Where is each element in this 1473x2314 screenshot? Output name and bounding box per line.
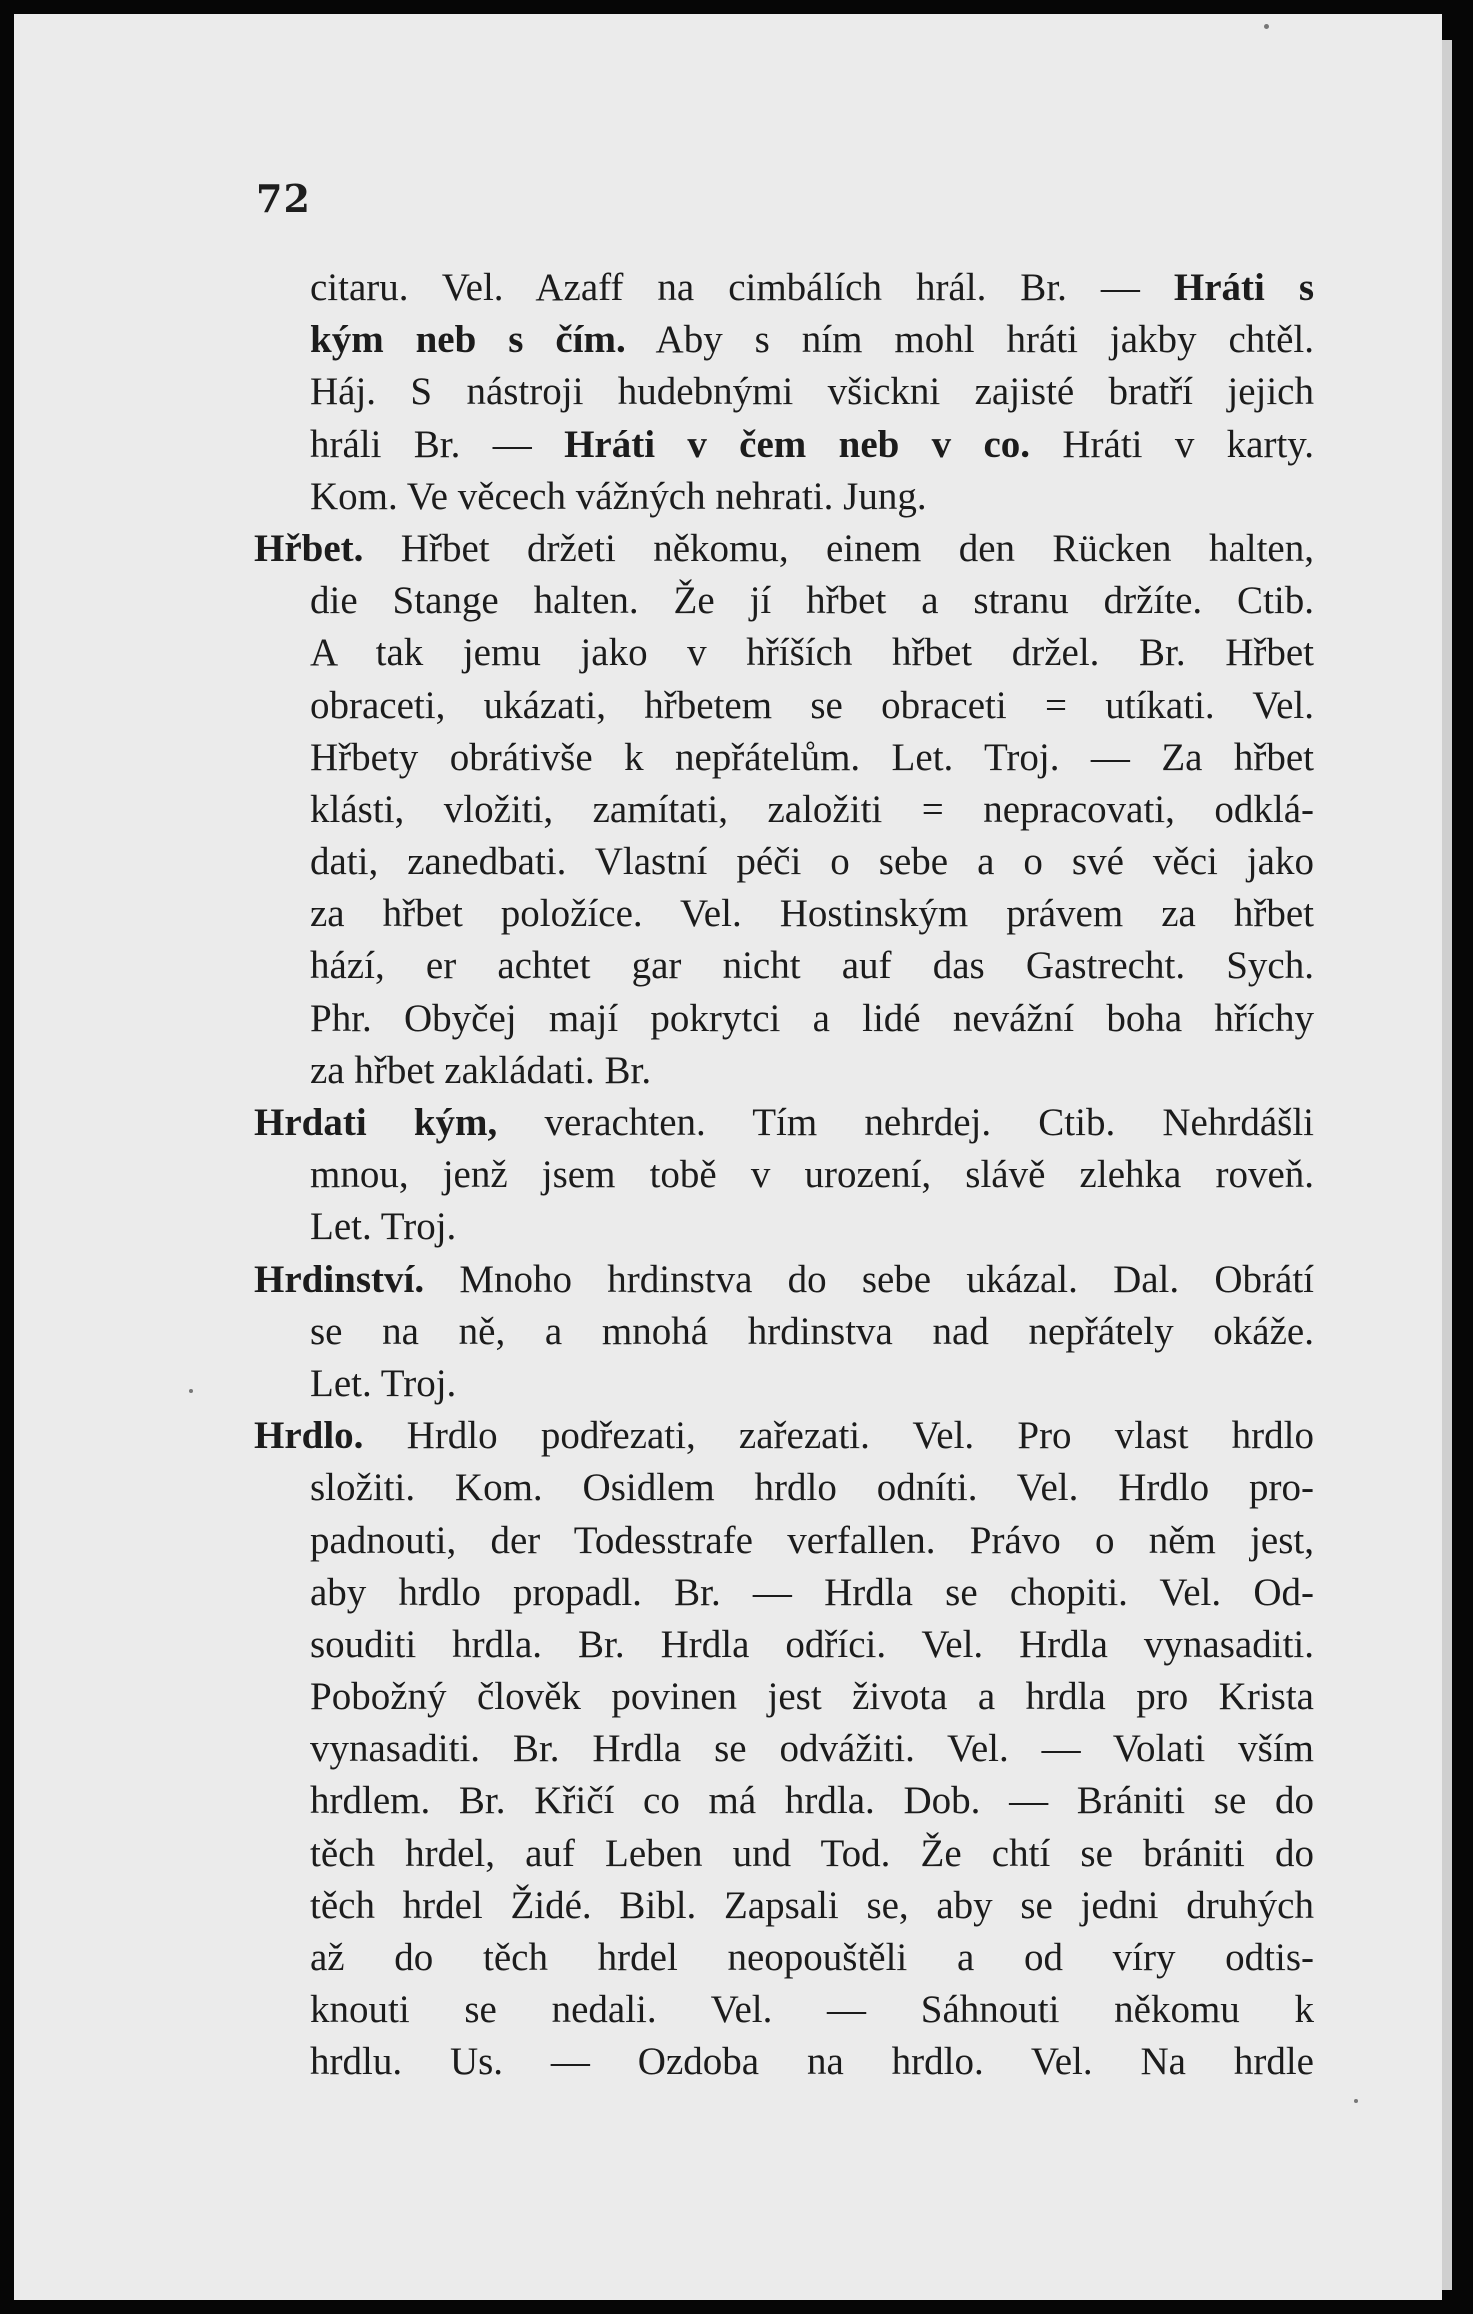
paper-speck (1264, 24, 1269, 29)
text-line (310, 1462, 1314, 1514)
text-run: verachten. Tím nehrdej. Ctib. Nehrdášli (497, 1101, 1314, 1144)
headword: Hráti s (1173, 266, 1314, 309)
text-run: aby hrdlo propadl. Br. — Hrdla se chopiti. Vel. Od- (310, 1570, 1314, 1614)
text-run: Let. Troj. (310, 1205, 457, 1249)
text-run: těch hrdel, auf Leben und Tod. Že chtí se brániti do (310, 1831, 1314, 1875)
text-line (310, 784, 1314, 836)
text-line (310, 1515, 1314, 1567)
text-run: souditi hrdla. Br. Hrdla odříci. Vel. Hrdla vynasaditi. (310, 1622, 1314, 1666)
text-line (310, 732, 1314, 784)
text-run: až do těch hrdel neopouštěli a od víry odtis- (310, 1936, 1314, 1979)
text-run: klásti, vložiti, zamítati, založiti = nepracovati, odklá- (310, 787, 1314, 831)
headword: Hráti v čem neb v co. (564, 422, 1031, 466)
page-number: 72 (256, 176, 311, 221)
text-run: padnouti, der Todesstrafe verfallen. Právo o něm jest, (310, 1518, 1314, 1562)
page-edge (1442, 40, 1452, 2290)
text-line (310, 627, 1314, 679)
paper-speck (1354, 2099, 1358, 2103)
text-line (310, 1671, 1314, 1723)
text-line (310, 993, 1314, 1045)
text-line (310, 1149, 1314, 1201)
text-run: Hřbety obrátivše k nepřátelům. Let. Troj. — Za hřbet (310, 735, 1314, 779)
text-run: Háj. S nástroji hudebnými všickni zajisté bratří jejich (310, 370, 1314, 414)
headword: Hřbet. (254, 526, 364, 570)
text-line (310, 314, 1314, 366)
text-run: dati, zanedbati. Vlastní péči o sebe a o své věci jako (310, 840, 1314, 884)
dictionary-text (254, 262, 1314, 2089)
headword: Hrdati kým, (254, 1101, 498, 1144)
text-line (310, 1828, 1314, 1880)
text-line (310, 940, 1314, 992)
text-run: hráli Br. — (310, 422, 565, 466)
text-run: složiti. Kom. Osidlem hrdlo odníti. Vel. Hrdlo pro- (310, 1466, 1314, 1510)
text-line (310, 1358, 1314, 1410)
text-line (310, 1567, 1314, 1619)
entry-headline (254, 523, 1314, 575)
text-run: za hřbet zakládati. Br. (310, 1048, 652, 1092)
text-run: těch hrdel Židé. Bibl. Zapsali se, aby se jedni druhých (310, 1883, 1314, 1927)
text-run: Aby s ním mohl hráti jakby chtěl. (625, 318, 1314, 362)
text-run: vynasaditi. Br. Hrdla se odvážiti. Vel. — Volati vším (310, 1727, 1314, 1771)
text-run: Hrdlo podřezati, zařezati. Vel. Pro vlast hrdlo (363, 1414, 1314, 1458)
text-line (310, 1306, 1314, 1358)
text-run: hrdlem. Br. Křičí co má hrdla. Dob. — Brániti se do (310, 1779, 1314, 1823)
book-page (14, 14, 1442, 2300)
text-line (310, 680, 1314, 732)
headword: kým neb s čím. (310, 318, 626, 362)
text-line (310, 366, 1314, 418)
text-line (310, 1619, 1314, 1671)
text-line (310, 575, 1314, 627)
text-run: A tak jemu jako v hříších hřbet držel. Br. Hřbet (310, 631, 1314, 675)
text-run: citaru. Vel. Azaff na cimbálích hrál. Br. — (310, 266, 1174, 309)
text-run: mnou, jenž jsem tobě v urození, slávě zlehka roveň. (310, 1153, 1314, 1197)
headword: Hrdlo. (254, 1414, 364, 1458)
text-run: Let. Troj. (310, 1361, 457, 1405)
headword: Hrdinství. (254, 1257, 425, 1301)
text-run: Kom. Ve věcech vážných nehrati. Jung. (310, 474, 927, 518)
text-run: Phr. Obyčej mají pokrytci a lidé nevážní boha hříchy (310, 996, 1314, 1040)
text-run: Hřbet držeti někomu, einem den Rücken halten, (363, 526, 1314, 570)
paper-speck (189, 1389, 193, 1393)
text-line (310, 262, 1314, 314)
text-run: Mnoho hrdinstva do sebe ukázal. Dal. Obrátí (424, 1257, 1314, 1301)
text-line (310, 836, 1314, 888)
text-run: za hřbet položíce. Vel. Hostinským právem za hřbet (310, 892, 1314, 936)
entry-headline (254, 1097, 1314, 1149)
text-run: hrdlu. Us. — Ozdoba na hrdlo. Vel. Na hrdle (310, 2040, 1314, 2084)
text-run: knouti se nedali. Vel. — Sáhnouti někomu k (310, 1988, 1314, 2032)
entry-headline (254, 1254, 1314, 1306)
text-line (310, 1045, 1314, 1097)
text-line (310, 1984, 1314, 2036)
text-line (310, 2036, 1314, 2088)
text-run: die Stange halten. Že jí hřbet a stranu držíte. Ctib. (310, 579, 1314, 623)
text-run: obraceti, ukázati, hřbetem se obraceti = utíkati. Vel. (310, 683, 1314, 727)
text-line (310, 1723, 1314, 1775)
text-line (310, 1775, 1314, 1827)
text-line (310, 1880, 1314, 1932)
text-line (310, 471, 1314, 523)
entry-headline (254, 1410, 1314, 1462)
text-run: Hráti v karty. (1030, 422, 1314, 466)
text-line (310, 1932, 1314, 1984)
text-line (310, 888, 1314, 940)
text-run: se na ně, a mnohá hrdinstva nad nepřátely okáže. (310, 1309, 1314, 1353)
text-line (310, 1201, 1314, 1253)
text-run: Pobožný člověk povinen jest života a hrdla pro Krista (310, 1675, 1314, 1719)
text-line (310, 419, 1314, 471)
text-run: hází, er achtet gar nicht auf das Gastrecht. Sych. (310, 944, 1314, 988)
